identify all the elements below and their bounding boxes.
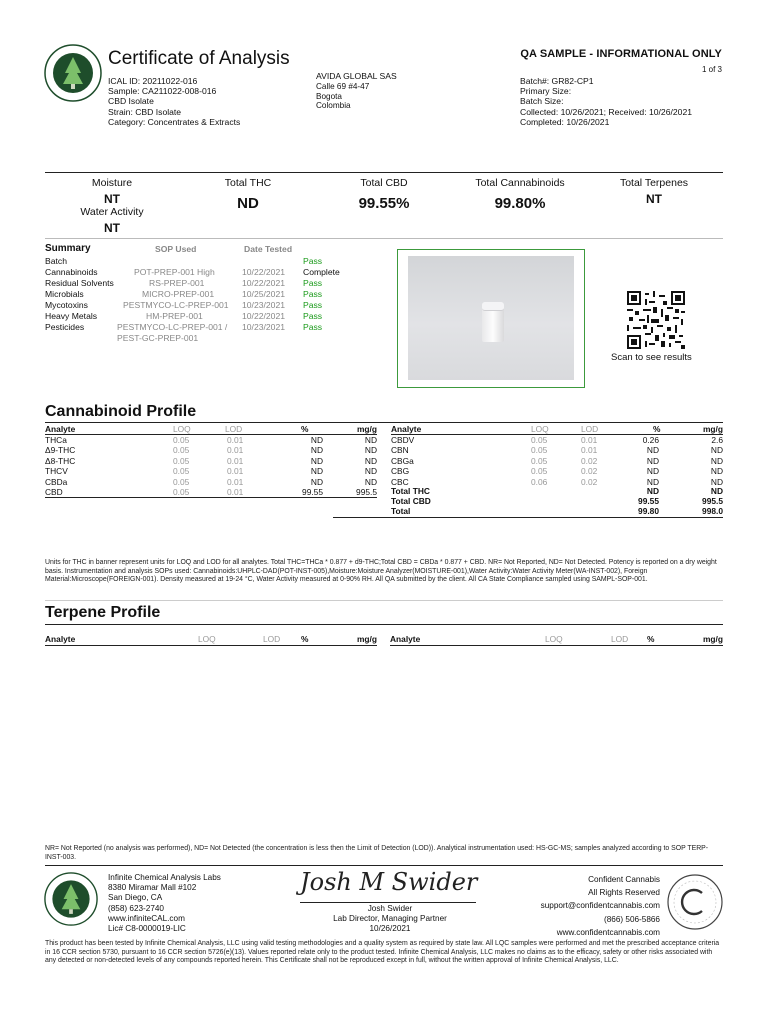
sample-id: Sample: CA211022-008-016 [108,86,217,97]
analyte-cell: CBD [45,487,63,497]
summary-sop-line2: PEST-GC-PREP-001 [117,333,199,343]
mgg-cell: 995.5 [356,487,377,497]
table-row [391,435,723,445]
summary-date: 10/22/2021 [242,278,286,288]
percent-cell: ND [310,445,323,456]
total-cannabinoids-value: 99.80% [494,195,546,212]
col-percent: % [647,634,655,644]
terpene-footnote: NR= Not Reported (no analysis was performed), ND= Not Detected (the concentration is less then the Limit of Detection (LOD)). Analytical instrumentation used: HS-GC-MS; samples analyzed according to SOP TERP-INST-003. [45,845,709,861]
loq-cell: 0.05 [173,445,190,456]
mgg-cell: ND [364,435,377,445]
table-row [45,445,377,455]
client-city: Bogota [316,91,342,101]
mgg-cell: ND [710,445,723,456]
lab-address: 8380 Miramar Mall #102 [108,883,197,893]
signer-title: Lab Director, Managing Partner [333,914,447,924]
percent-cell: ND [310,435,323,445]
lab-name: Infinite Chemical Analysis Labs [108,873,221,882]
col-lod: LOD [225,424,243,434]
moisture-value: NT [104,192,120,206]
table-row [45,435,377,445]
percent-cell: ND [310,476,323,487]
lod-cell: 0.01 [227,445,244,456]
percent-cell: ND [646,455,659,466]
signer-date: 10/26/2021 [369,924,411,934]
summary-result: Pass [303,311,323,321]
loq-cell: 0.05 [173,487,190,497]
summary-sop: PESTMYCO-LC-PREP-001 / [117,322,228,332]
col-lod: LOD [611,634,629,644]
lab-phone[interactable]: (858) 623-2740 [108,903,164,913]
loq-cell: 0.05 [531,435,548,445]
total-label: Total THC [391,486,430,496]
lod-cell: 0.02 [581,466,598,477]
percent-cell: ND [646,445,659,456]
analyte-cell: CBC [391,476,409,487]
water-activity-label: Water Activity [80,206,144,218]
col-analyte: Analyte [45,634,76,644]
header-underline [45,645,377,646]
analyte-cell: CBDV [391,435,415,445]
signer-name: Josh Swider [367,904,413,913]
terpene-rule [45,624,723,625]
analyte-cell: CBGa [391,455,414,466]
percent-cell: ND [646,476,659,487]
col-mgg: mg/g [702,634,723,644]
table-row [45,456,377,466]
client-info [316,72,397,111]
table-row [391,466,723,476]
moisture-metric [62,177,162,235]
analyte-cell: Δ9-THC [45,445,76,456]
col-mgg: mg/g [356,424,377,434]
col-percent: % [653,424,661,434]
table-row [45,477,377,487]
sample-vial [482,302,504,342]
loq-cell: 0.05 [173,466,190,477]
summary-name: Batch [45,256,67,266]
summary-name: Pesticides [45,322,85,332]
client-country: Colombia [316,101,351,111]
total-label: Total [391,506,411,516]
summary-sop: RS-PREP-001 [149,278,205,288]
cannabinoid-rule [45,422,723,423]
col-analyte: Analyte [390,634,421,644]
totals-underline [333,517,723,518]
page-number: 1 of 3 [701,65,722,74]
loq-cell: 0.05 [531,445,548,456]
water-activity-value: NT [104,221,120,235]
total-terpenes-label: Total Terpenes [619,177,689,189]
col-loq: LOQ [545,634,563,644]
batch-size: Batch Size: [520,96,564,107]
summary-name: Cannabinoids [45,267,98,277]
collected-received: Collected: 10/26/2021; Received: 10/26/2021 [520,106,693,117]
loq-cell: 0.05 [173,435,190,445]
lod-cell: 0.01 [227,466,244,477]
left-rows-underline [45,497,377,498]
analyte-cell: Δ8-THC [45,455,76,466]
summary-section [45,243,375,353]
lod-cell: 0.01 [227,487,244,497]
analyte-cell: THCV [45,466,68,477]
loq-cell: 0.05 [173,455,190,466]
cannabinoid-left-rows [45,435,377,501]
terpene-table-left [45,634,377,648]
metrics-bottom-rule [45,238,723,239]
summary-sop: POT-PREP-001 High [134,267,215,277]
col-mgg: mg/g [356,634,377,644]
percent-cell: ND [646,466,659,477]
mgg-cell: 2.6 [711,435,723,445]
total-percent: 99.80 [638,506,659,516]
signature: Josh M Swider [300,868,478,896]
total-cannabinoids-metric [460,177,580,212]
total-mgg: ND [710,486,723,496]
loq-cell: 0.06 [531,476,548,487]
percent-cell: ND [310,466,323,477]
total-thc-metric [198,177,298,212]
col-loq: LOQ [531,424,549,434]
summary-date: 10/23/2021 [242,300,286,310]
percent-cell: 0.26 [642,435,659,445]
legal-disclaimer: This product has been tested by Infinite Chemical Analysis, LLC using valid testing methodologies and a quality system as required by state law. All LQC samples were performed and met the prescribed acceptance criteria in 16 CCR section 5730, pursuant to 16 CCR section 5726(e)(13). Values reported relate only to the product tested. Infinite Chemical Analysis, LLC makes no claims as to the efficacy, safety or other risks associated with any detected or non-detected levels of any compounds reported herein. This Certificate shall not be reproduced except in full, without the written approval of Infinite Chemical Analysis, LLC. [45,940,720,965]
summary-result: Pass [303,300,323,310]
total-terpenes-metric [604,177,704,206]
col-lod: LOD [581,424,599,434]
date-header: Date Tested [244,244,293,254]
mgg-cell: ND [710,455,723,466]
partner-website[interactable]: www.confidentcannabis.com [556,927,660,937]
batch-info [520,76,692,127]
table-row [45,487,377,497]
completed-date: Completed: 10/26/2021 [520,116,610,127]
lod-cell: 0.01 [227,435,244,445]
total-cbd-value: 99.55% [358,195,410,212]
moisture-label: Moisture [91,177,133,189]
total-cannabinoids-label: Total Cannabinoids [475,177,565,189]
mgg-cell: ND [364,476,377,487]
partner-contact [500,873,660,939]
loq-cell: 0.05 [531,466,548,477]
totals-row [391,486,723,496]
table-row [391,445,723,455]
mgg-cell: ND [364,455,377,466]
col-analyte: Analyte [391,424,422,434]
partner-email[interactable]: support@confidentcannabis.com [540,901,660,911]
partner-phone[interactable]: (866) 506-5866 [604,914,660,924]
summary-date: 10/25/2021 [242,289,286,299]
lod-cell: 0.02 [581,476,598,487]
col-loq: LOQ [198,634,216,644]
lab-license: Lic# C8-0000019-LIC [108,924,186,934]
analyte-cell: THCa [45,435,67,445]
summary-name: Microbials [45,289,84,299]
loq-cell: 0.05 [173,476,190,487]
total-cbd-label: Total CBD [360,177,408,189]
summary-name: Mycotoxins [45,300,88,310]
lod-cell: 0.01 [227,455,244,466]
total-mgg: 995.5 [702,496,723,506]
analyte-cell: CBN [391,445,409,456]
col-mgg: mg/g [702,424,723,434]
lod-cell: 0.02 [581,455,598,466]
product-name: CBD Isolate [108,96,154,107]
signature-line [300,902,476,903]
summary-date: 10/23/2021 [242,322,286,332]
mgg-cell: ND [710,476,723,487]
summary-sop: MICRO-PREP-001 [142,289,215,299]
total-thc-label: Total THC [224,177,272,189]
table-row [45,466,377,476]
total-mgg: 998.0 [702,506,723,516]
batch-number: Batch#: GR82-CP1 [520,76,594,86]
category: Category: Concentrates & Extracts [108,116,241,127]
lab-city: San Diego, CA [108,893,163,903]
total-cbd-metric [334,177,434,212]
summary-result: Pass [303,322,323,332]
col-percent: % [301,634,309,644]
mgg-cell: ND [364,466,377,477]
partner-name: Confident Cannabis [588,875,660,884]
total-percent: ND [646,486,659,496]
primary-size: Primary Size: [520,86,572,97]
lod-cell: 0.01 [227,476,244,487]
footer-rule [45,865,723,866]
footer-lab-logo [44,872,98,926]
header-underline [390,645,723,646]
summary-name: Residual Solvents [45,278,114,288]
summary-name: Heavy Metals [45,311,98,321]
cannabinoid-footnote: Units for THC in banner represent units for LOQ and LOD for all analytes. Total THC=THCa * 0.877 + d9-THC;Total CBD = CBDa * 0.877 + CBD. NR= Not Reported, ND= Not Detected. Potency is reported on a dry weight basis. Instrumentation and analysis SOPs used: Cannabinoids:UHPLC-DAD(POT-INST-005),Moisture:Moisture Analyzer(MOISTURE-001),Water Activity:Water Activity Meter(WA-INST-002), Foreign Material:Microscope(FOREIGN-001). Density measured at 19-24 °C, Water Activity measured at 0-90% RH. All QA submitted by the client. All CA State Compliance sampled using SAMPL-SOP-001. [45,559,717,584]
lab-website[interactable]: www.infiniteCAL.com [108,913,185,923]
cannabinoid-totals [391,486,723,518]
col-percent: % [301,424,309,434]
mgg-cell: ND [364,445,377,456]
strain: Strain: CBD Isolate [108,106,182,117]
ical-id: ICAL ID: 20211022-016 [108,76,198,86]
summary-sop: PESTMYCO-LC-PREP-001 [123,300,229,310]
metrics-top-rule [45,172,723,173]
summary-date: 10/22/2021 [242,267,286,277]
total-thc-value: ND [237,195,259,212]
analyte-cell: CBDa [45,476,68,487]
sample-photo [397,249,585,388]
summary-result: Pass [303,289,323,299]
qa-notice: QA SAMPLE - INFORMATIONAL ONLY [520,48,722,60]
client-name: AVIDA GLOBAL SAS [316,71,397,81]
col-lod: LOD [263,634,281,644]
cannabinoid-right-rows [391,435,723,490]
terpene-section-title: Terpene Profile [45,604,161,621]
loq-cell: 0.05 [531,455,548,466]
total-label: Total CBD [391,496,431,506]
sample-info [108,76,240,127]
summary-row [45,256,67,266]
percent-cell: ND [310,455,323,466]
totals-row [391,506,723,516]
total-terpenes-value: NT [646,192,662,206]
summary-date: 10/22/2021 [242,311,286,321]
signer-block [290,904,490,935]
qr-caption: Scan to see results [611,352,692,363]
summary-result: Complete [303,267,340,277]
note-rule [45,600,723,601]
qr-code[interactable] [627,291,685,349]
mgg-cell: ND [710,466,723,477]
summary-result: Pass [303,256,323,266]
total-percent: 99.55 [638,496,659,506]
document-title: Certificate of Analysis [108,48,290,69]
analyte-cell: CBG [391,466,410,477]
lod-cell: 0.01 [581,435,598,445]
table-row [391,456,723,466]
lab-contact [108,873,221,934]
percent-cell: 99.55 [302,487,323,497]
cannabinoid-section-title: Cannabinoid Profile [45,403,197,420]
lab-logo [44,44,102,102]
partner-rights: All Rights Reserved [588,888,660,898]
summary-title: Summary [45,243,91,254]
col-analyte: Analyte [45,424,76,434]
lod-cell: 0.01 [581,445,598,456]
col-loq: LOQ [173,424,191,434]
totals-row [391,496,723,506]
summary-result: Pass [303,278,323,288]
sop-header: SOP Used [155,244,197,254]
client-address: Calle 69 #4-47 [316,81,370,91]
summary-sop: HM-PREP-001 [146,311,203,321]
confident-cannabis-logo [666,873,724,931]
terpene-table-right [390,634,723,648]
